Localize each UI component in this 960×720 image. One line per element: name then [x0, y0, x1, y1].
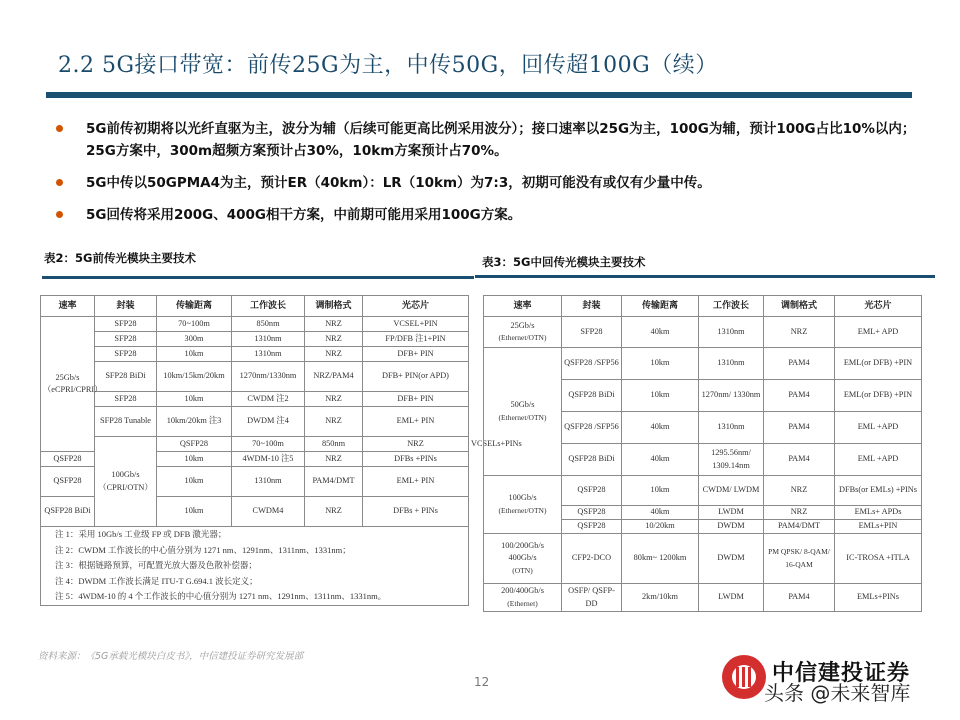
rate-cell: 50Gb/s (Ethernet/OTN)	[484, 348, 562, 476]
table-row: QSFP28 BiDi 10km 1270nm/ 1330nm PAM4 EML(or DFB) +PIN	[484, 380, 922, 412]
bullet-item: 5G中传以50GPMA4为主，预计ER（40km）：LR（10km）为7:3，初期可能没有或仅有少量中传。	[56, 172, 916, 194]
table-notes: 注 1：采用 10Gb/s 工业级 FP 或 DFB 激光器； 注 2：CWDM 工作波长的中心值分别为 1271 nm、1291nm、1311nm、1331nm； 注 3：根据链路预算，可配置光放大器及色散补偿器； 注 4：DWDM 工作波长满足 ITU-T G.694.1 波长定义； 注 5：4WDM-10 的 4 个工作波长的中心值分别为 1271 nm、1291nm、1311nm、1331nm。	[41, 527, 469, 606]
table-row: QSFP28 40km LWDM NRZ EMLs+ APDs	[484, 506, 922, 520]
slide-title: 2.2 5G接口带宽：前传25G为主，中传50G，回传超100G（续）	[58, 53, 718, 78]
table2	[40, 295, 522, 606]
table-row: 100/200Gb/s 400Gb/s (OTN) CFP2-DCO 80km~ 1200km DWDM PM QPSK/ 8-QAM/ 16-QAM IC-TROSA +ITLA	[484, 534, 922, 584]
table-row: QSFP28 /SFP56 40km 1310nm PAM4 EML +APD	[484, 412, 922, 444]
bullet-item: 5G前传初期将以光纤直驱为主，波分为辅（后续可能更高比例采用波分）；接口速率以25G为主，100G为辅，预计100G占比10%以内；25G方案中，300m超频方案预计占30%，10km方案预计占70%。	[56, 118, 916, 162]
table3	[483, 295, 922, 612]
bullet-dot-icon	[56, 211, 63, 218]
table3-caption-rule	[475, 275, 935, 278]
rate-cell: 200/400Gb/s (Ethernet)	[484, 584, 562, 612]
rate-cell: 100Gb/s（CPRI/OTN）	[95, 437, 157, 527]
rate-cell: 100Gb/s (Ethernet/OTN)	[484, 476, 562, 534]
page-number: 12	[474, 675, 490, 689]
bullet-list	[56, 118, 916, 236]
table-header-row: 速率 封装 传输距离 工作波长 调制格式 光芯片	[484, 296, 922, 317]
table-row: SFP28 BiDi 10km/15km/20km 1270nm/1330nm NRZ/PAM4 DFB+ PIN(or APD)	[41, 362, 469, 392]
table-row: 25Gb/s (Ethernet/OTN) SFP28 40km 1310nm NRZ EML+ APD	[484, 317, 922, 348]
table-notes-row	[41, 527, 469, 606]
table-row: SFP28 10km CWDM 注2 NRZ DFB+ PIN	[41, 392, 469, 407]
table-row: 200/400Gb/s (Ethernet) OSFP/ QSFP-DD 2km/10km LWDM PAM4 EMLs+PINs	[484, 584, 922, 612]
bullet-item: 5G回传将采用200G、400G相干方案，中前期可能用采用100G方案。	[56, 204, 916, 226]
brand-logo-icon	[722, 655, 766, 699]
bullet-dot-icon	[56, 179, 63, 186]
brand-name: 中信建投证券	[772, 661, 911, 686]
table-header-row: 速率 封装 传输距离 工作波长 调制格式 光芯片	[41, 296, 469, 317]
table2-caption-rule	[42, 276, 474, 279]
table3-caption: 表3：5G中回传光模块主要技术	[482, 255, 646, 269]
watermark: 头条 @未来智库	[764, 681, 911, 705]
table-row: SFP28 Tunable 10km/20km 注3 DWDM 注4 NRZ EML+ PIN	[41, 407, 469, 437]
table-row: 100Gb/s（CPRI/OTN） QSFP28 70~100m 850nm NRZ VCSELs+PINs	[41, 437, 469, 452]
rate-cell: 25Gb/s (Ethernet/OTN)	[484, 317, 562, 348]
table-row: 50Gb/s (Ethernet/OTN) QSFP28 /SFP56 10km 1310nm PAM4 EML(or DFB) +PIN	[484, 348, 922, 380]
table-row: QSFP28 10km 4WDM-10 注5 NRZ DFBs +PINs	[41, 452, 469, 467]
table-row: 100Gb/s (Ethernet/OTN) QSFP28 10km CWDM/ LWDM NRZ DFBs(or EMLs) +PINs	[484, 476, 922, 506]
rate-cell: 100/200Gb/s 400Gb/s (OTN)	[484, 534, 562, 584]
table-row: QSFP28 10km 1310nm PAM4/DMT EML+ PIN	[41, 467, 469, 497]
rate-cell: 25Gb/s（eCPRI/CPRI）	[41, 317, 95, 452]
table2-caption: 表2：5G前传光模块主要技术	[44, 251, 196, 265]
table-row: QSFP28 BiDi 10km CWDM4 NRZ DFBs + PINs	[41, 497, 469, 527]
table-row: QSFP28 BiDi 40km 1295.56nm/ 1309.14nm PAM4 EML +APD	[484, 444, 922, 476]
table-row: SFP28 300m 1310nm NRZ FP/DFB 注1+PIN	[41, 332, 469, 347]
table-row: QSFP28 10/20km DWDM PAM4/DMT EMLs+PIN	[484, 520, 922, 534]
table-row: SFP28 10km 1310nm NRZ DFB+ PIN	[41, 347, 469, 362]
source-note: 资料来源：《5G承载光模块白皮书》，中信建投证券研究发展部	[38, 651, 304, 662]
bullet-dot-icon	[56, 125, 63, 132]
title-divider	[46, 92, 912, 98]
table-row: 25Gb/s（eCPRI/CPRI） SFP28 70~100m 850nm NRZ VCSEL+PIN	[41, 317, 469, 332]
